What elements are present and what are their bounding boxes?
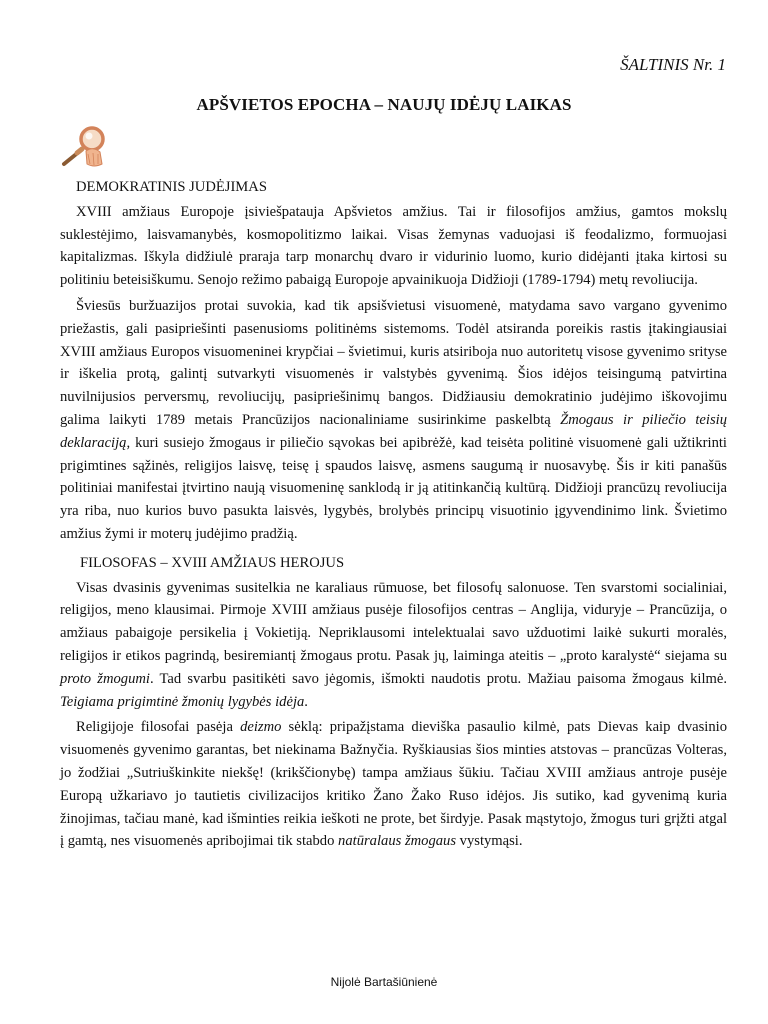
paragraph xyxy=(60,295,727,546)
italic-text: proto žmogumi xyxy=(60,670,150,687)
source-label: ŠALTINIS Nr. 1 xyxy=(620,55,726,74)
paragraph xyxy=(60,201,727,292)
paragraph-text: vystymąsi. xyxy=(456,833,523,850)
paragraph-text: Šviesūs buržuazijos protai suvokia, kad tik apsišvietusi visuomenė, matydama savo vargano gyvenimo priežastis, gali pasipriešinti pasenusioms politinėms sistemoms. Todėl atsiranda poreikis rastis įtakingiausiai XVIII amžiaus Europos visuomeninei krypčiai – švietimui, kuris atsiriboja nuo autoritetų visose gyvenimo srityse ir iškelia protą, galintį sutvarkyti visuomenės ir valstybės gyvenimą. Šios idėjos teisingumą patvirtina nuvilnijusios perversmų, revoliucijų, pasipriešinimų bangos. Didžiausiu demokratinio judėjimo iškovojimu galima laikyti 1789 metais Prancūzijos nacionaliniame susirinkime paskelbtą xyxy=(60,297,727,428)
paragraph-text: . Tad svarbu pasitikėti savo jėgomis, išmokti naudotis protu. Mažiau paisoma žmogaus kilmė. xyxy=(149,670,728,687)
paragraph-text: Visas dvasinis gyvenimas susitelkia ne karaliaus rūmuose, bet filosofų salonuose. Ten svarstomi socialiniai, religijos, meno klausimai. Pirmoje XVIII amžiaus pusėje filosofijos centras – Anglija, viduryje – Prancūzija, o amžiaus pabaigoje persikelia į Vokietiją. Nepriklausomi intelektualai savo užduotimi laikė sukurti moralės, religijos ir etikos pagrindą, besiremiantį žmogaus protu. Pasak jų, laiminga ateitis – „proto karalystė“ siejama su xyxy=(60,579,727,664)
italic-text: deizmo xyxy=(240,719,282,736)
document-body xyxy=(60,176,727,853)
paragraph-text: . xyxy=(304,693,308,710)
paragraph-text: sėklą: pripažįstama dieviška pasaulio kilmė, pats Dievas kaip dvasinio visuomenės gyvenimo garantas, bet niekinama Bažnyčia. Ryškiausias šios minties atstovas – prancūzas Volteras, jo žodžiai „Sutriuškinkite niekšę! (krikščionybę) tampa amžiaus šūkiu. Tačiau XVIII amžiaus antroje pusėje Europą užkariavo jo tautietis civilizacijos kritiko Žano Žako Ruso idėjos. Jis sutiko, kad gyvenimą kuria žinojimas, tačiau manė, kad išminties reikia ieškoti ne prote, bet širdyje. Pasak mąstytojo, žmogus turi grįžti atgal į gamtą, nes visuomenės apribojimai tik stabdo xyxy=(60,719,727,850)
document-title: APŠVIETOS EPOCHA – NAUJŲ IDĖJŲ LAIKAS xyxy=(196,95,572,114)
paragraph-text: XVIII amžiaus Europoje įsiviešpatauja Apšvietos amžius. Tai ir filosofijos amžius, gamtos mokslų suklestėjimo, laisvamanybės, kosmopolitizmo laikai. Visas žemynas vaduojasi iš feodalizmo, formuojasi kapitalizmas. Iškyla didžiulė praraja tarp monarchų dvaro ir vidurinio luomo, kurio didėjanti įtaka kirtosi su politiniu beteisiškumu. Senojo režimo pabaigą Europoje apvainikuoja Didžioji (1789-1794) metų revoliucija. xyxy=(60,203,727,289)
paragraph xyxy=(60,577,727,714)
italic-text: natūralaus žmogaus xyxy=(338,833,457,850)
footer-author: Nijolė Bartašiūnienė xyxy=(330,975,438,989)
paragraph xyxy=(60,716,727,853)
italic-text: Žmogaus ir piliečio teisių deklaraciją xyxy=(60,411,727,451)
paragraph-text: Religijoje filosofai pasėja xyxy=(76,719,241,736)
italic-text: Teigiama prigimtinė žmonių lygybės idėja xyxy=(60,693,305,710)
section-heading: DEMOKRATINIS JUDĖJIMAS xyxy=(76,179,267,195)
paragraph-text: , kuri susiejo žmogaus ir piliečio sąvokas bei apibrėžė, kad teisėta politinė visuomenė gali užtikrinti prigimtines sąžinės, religijos laisvę, teisę į spaudos laisvę, asmens saugumą ir nuosavybę. Šis ir kiti panašūs politiniai manifestai įtvirtino naują visuomeninę sanklodą ir ją atitinkančią kultūrą. Didžioji prancūzų revoliucija yra riba, nuo kurios buvo pasukta laisvės, lygybės, brolybės principų visuotinio įgyvendinimo link. Švietimo amžius žymi ir moterų judėjimo pradžią. xyxy=(60,434,727,542)
magnifier-icon xyxy=(60,124,110,168)
section-heading: FILOSOFAS – XVIII AMŽIAUS HEROJUS xyxy=(80,554,345,571)
